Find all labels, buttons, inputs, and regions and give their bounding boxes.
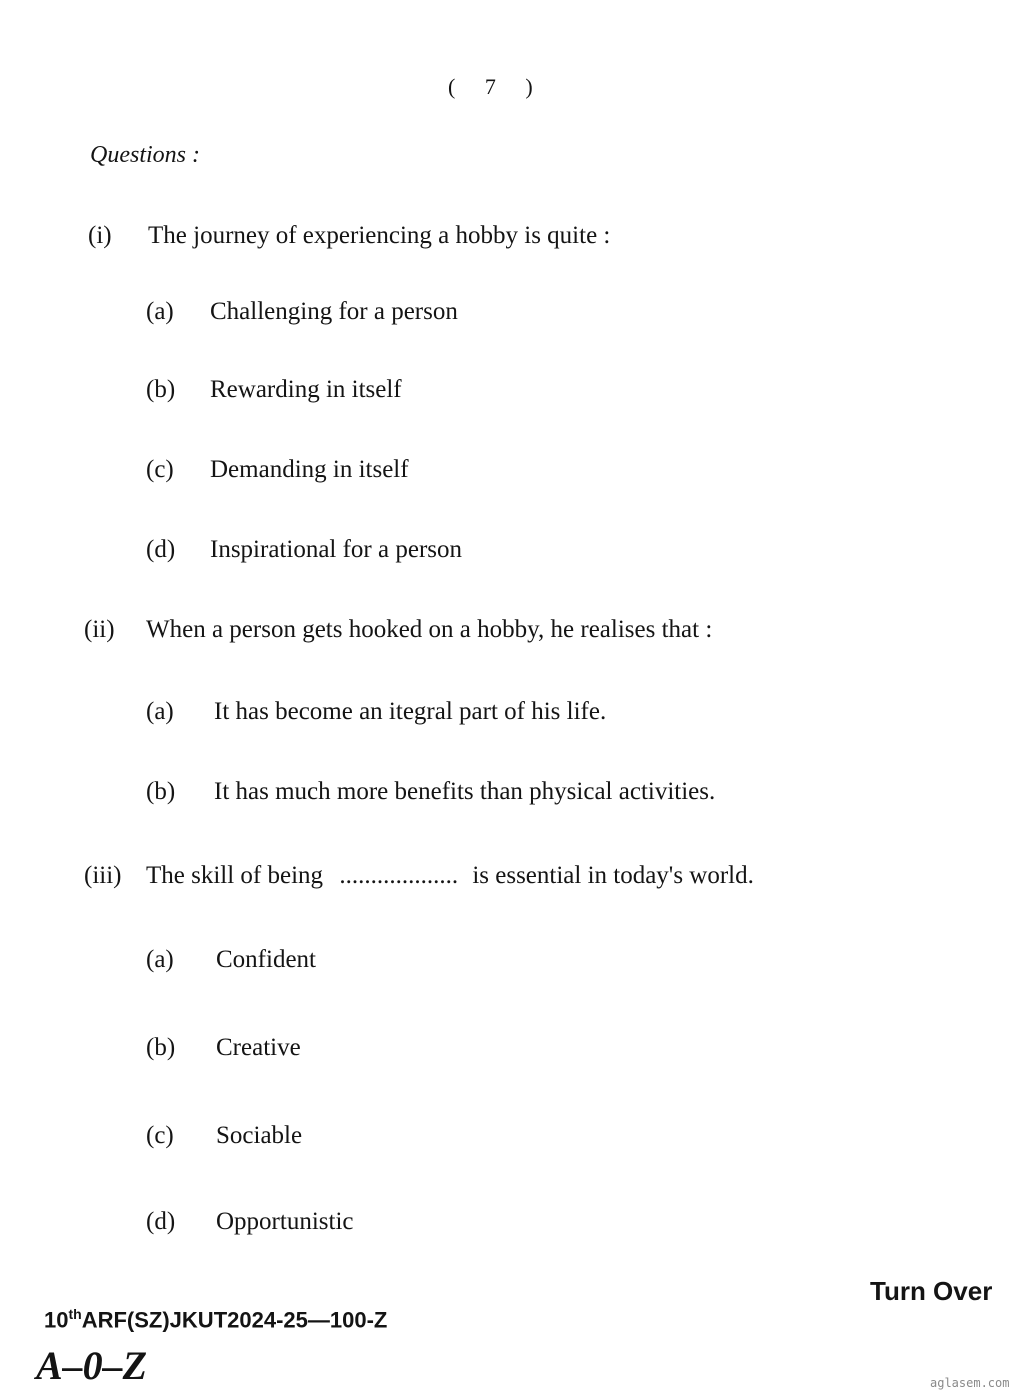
- question-1: [88, 222, 611, 250]
- option-item: [146, 536, 463, 564]
- option-letter: (c): [146, 456, 174, 483]
- question-text: The journey of experiencing a hobby is quite :: [148, 222, 611, 249]
- option-item: [146, 456, 409, 484]
- paper-code-superscript: th: [68, 1306, 82, 1322]
- option-text: Confident: [216, 946, 316, 973]
- question-2: [84, 616, 713, 644]
- option-text: Opportunistic: [216, 1208, 354, 1235]
- option-text: Inspirational for a person: [210, 536, 463, 563]
- questions-heading: Questions :: [90, 142, 200, 168]
- set-code: A–0–Z: [36, 1343, 148, 1388]
- option-letter: (d): [146, 1208, 176, 1235]
- option-text: It has become an itegral part of his life.: [214, 698, 607, 725]
- paper-code: [44, 1306, 387, 1333]
- question-text-before: The skill of being: [146, 862, 324, 889]
- question-3: [84, 862, 754, 890]
- option-text: Challenging for a person: [210, 298, 458, 325]
- option-item: [146, 376, 402, 404]
- page-number: ( 7 ): [448, 74, 545, 99]
- option-letter: (b): [146, 778, 176, 805]
- option-letter: (a): [146, 698, 174, 725]
- question-number: (i): [88, 222, 112, 249]
- option-text: Rewarding in itself: [210, 376, 402, 403]
- paper-code-rest: ARF(SZ)JKUT2024-25—100-Z: [81, 1307, 388, 1333]
- fill-in-blank: ...................: [339, 862, 459, 889]
- question-number: (ii): [84, 616, 115, 643]
- turn-over-label: Turn Over: [870, 1276, 993, 1306]
- option-text: Demanding in itself: [210, 456, 409, 483]
- option-item: [146, 298, 458, 326]
- option-text: It has much more benefits than physical activities.: [214, 778, 716, 805]
- option-letter: (d): [146, 536, 176, 563]
- option-letter: (a): [146, 298, 174, 325]
- option-item: [146, 698, 607, 726]
- question-text-after: is essential in today's world.: [472, 862, 754, 889]
- question-text: [146, 862, 754, 890]
- option-item: [146, 1034, 301, 1062]
- question-number: (iii): [84, 862, 122, 889]
- option-item: [146, 946, 316, 974]
- paper-code-prefix: 10: [44, 1307, 69, 1333]
- option-letter: (a): [146, 946, 174, 973]
- watermark: aglasem.com: [930, 1376, 1010, 1390]
- option-text: Sociable: [216, 1122, 303, 1149]
- option-item: [146, 1122, 303, 1150]
- option-letter: (b): [146, 376, 176, 403]
- option-item: [146, 1208, 354, 1236]
- option-item: [146, 778, 716, 806]
- option-text: Creative: [216, 1034, 301, 1061]
- option-letter: (c): [146, 1122, 174, 1149]
- option-letter: (b): [146, 1034, 176, 1061]
- question-text: When a person gets hooked on a hobby, he realises that :: [146, 616, 713, 643]
